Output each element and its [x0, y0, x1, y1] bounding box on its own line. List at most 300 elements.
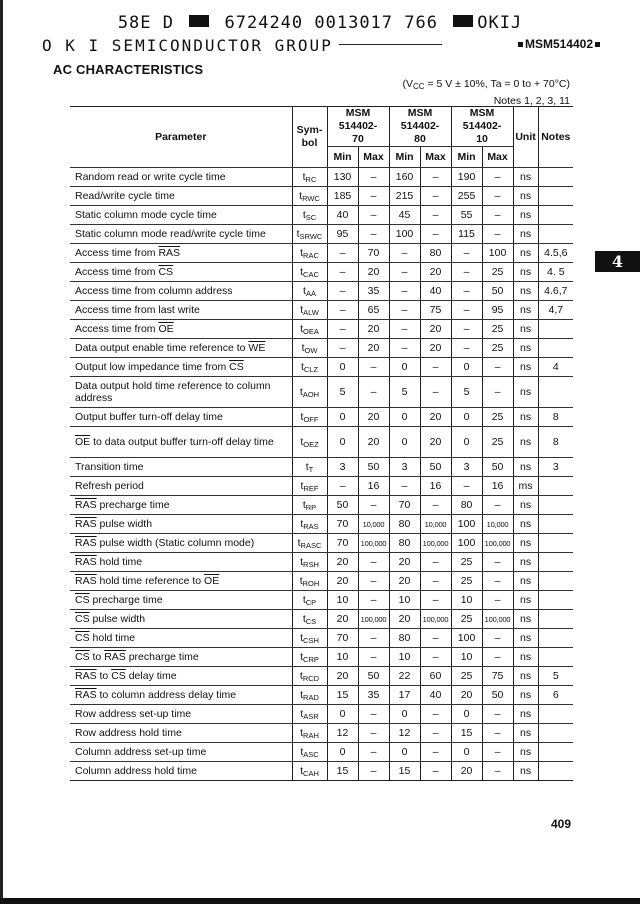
notes-cell: 5 — [538, 667, 573, 686]
conditions-subscript: CC — [412, 82, 425, 91]
unit-cell: ns — [513, 572, 538, 591]
max-value-cell: – — [358, 591, 389, 610]
parameter-cell: Random read or write cycle time — [70, 168, 292, 187]
parameter-cell: Read/write cycle time — [70, 187, 292, 206]
notes-cell — [538, 591, 573, 610]
parameter-cell: Access time from $\overline{OE}$ — [70, 320, 292, 339]
max-value-cell: 75 — [482, 667, 513, 686]
min-value-cell: 185 — [327, 187, 358, 206]
min-value-cell: 25 — [451, 572, 482, 591]
max-value-cell: – — [420, 187, 451, 206]
black-block-mark — [453, 15, 473, 27]
parameter-cell: Refresh period — [70, 477, 292, 496]
min-value-cell: 0 — [327, 743, 358, 762]
notes-cell — [538, 187, 573, 206]
table-row — [70, 320, 573, 339]
symbol-cell: $t_T$ — [292, 458, 327, 477]
unit-cell: ns — [513, 515, 538, 534]
max-value-cell: 25 — [482, 263, 513, 282]
parameter-cell: $\overline{CS}$ to $\overline{RAS}$ precharge time — [70, 648, 292, 667]
active-low-signal: $\overline{RAS}$ — [75, 499, 97, 511]
max-value-cell: 10,000 — [420, 515, 451, 534]
max-value-cell: – — [358, 187, 389, 206]
min-value-cell: 10 — [327, 591, 358, 610]
max-value-cell: – — [482, 572, 513, 591]
parameter-cell: Row address hold time — [70, 724, 292, 743]
parameter-cell: $\overline{OE}$ to data output buffer turn-off delay time — [70, 427, 292, 458]
scan-header — [0, 13, 640, 33]
conditions-line — [402, 77, 570, 94]
notes-cell — [538, 743, 573, 762]
symbol-cell: $t_{CAH}$ — [292, 762, 327, 781]
header-min: Min — [327, 147, 358, 168]
symbol-cell: $t_{RASC}$ — [292, 534, 327, 553]
min-value-cell: 100 — [451, 515, 482, 534]
symbol-cell: $t_{RSH}$ — [292, 553, 327, 572]
parameter-cell: Static column mode cycle time — [70, 206, 292, 225]
max-value-cell: – — [482, 206, 513, 225]
min-value-cell: 0 — [327, 358, 358, 377]
table-row — [70, 743, 573, 762]
table-row — [70, 263, 573, 282]
min-value-cell: 70 — [327, 629, 358, 648]
active-low-signal: $\overline{OE}$ — [204, 575, 220, 587]
min-value-cell: – — [389, 263, 420, 282]
max-value-cell: 95 — [482, 301, 513, 320]
table-row — [70, 187, 573, 206]
max-value-cell: 75 — [420, 301, 451, 320]
section-tab-marker: 4 — [595, 251, 640, 272]
table-row — [70, 629, 573, 648]
max-value-cell: 25 — [482, 320, 513, 339]
max-value-cell: – — [358, 206, 389, 225]
max-value-cell: 20 — [358, 320, 389, 339]
unit-cell: ns — [513, 705, 538, 724]
max-value-cell: – — [482, 724, 513, 743]
min-value-cell: 45 — [389, 206, 420, 225]
notes-cell — [538, 553, 573, 572]
table-row — [70, 534, 573, 553]
scan-header-left: 58E D — [117, 13, 174, 33]
max-value-cell: 25 — [482, 339, 513, 358]
test-conditions — [402, 77, 570, 108]
notes-cell: 8 — [538, 427, 573, 458]
notes-cell: 6 — [538, 686, 573, 705]
active-low-signal: $\overline{OE}$ — [158, 323, 174, 335]
table-row — [70, 206, 573, 225]
max-value-cell: – — [420, 572, 451, 591]
unit-cell: ns — [513, 225, 538, 244]
max-value-cell: 20 — [420, 427, 451, 458]
symbol-cell: $t_{ASR}$ — [292, 705, 327, 724]
company-name: O K I SEMICONDUCTOR GROUP — [42, 36, 333, 55]
max-value-cell: – — [482, 168, 513, 187]
max-value-cell: 70 — [358, 244, 389, 263]
unit-cell: ns — [513, 724, 538, 743]
max-value-cell: 35 — [358, 282, 389, 301]
max-value-cell: 16 — [420, 477, 451, 496]
min-value-cell: 15 — [389, 762, 420, 781]
page-number: 409 — [551, 817, 572, 831]
unit-cell: ns — [513, 282, 538, 301]
min-value-cell: 25 — [451, 553, 482, 572]
max-value-cell: 100,000 — [358, 610, 389, 629]
symbol-cell: $t_{RP}$ — [292, 496, 327, 515]
min-value-cell: 10 — [389, 648, 420, 667]
notes-cell: 4,7 — [538, 301, 573, 320]
max-value-cell: – — [358, 705, 389, 724]
unit-cell: ns — [513, 263, 538, 282]
max-value-cell: – — [358, 648, 389, 667]
unit-cell: ns — [513, 339, 538, 358]
symbol-cell: $t_{REF}$ — [292, 477, 327, 496]
unit-cell: ns — [513, 168, 538, 187]
min-value-cell: 15 — [451, 724, 482, 743]
symbol-cell: $t_{ASC}$ — [292, 743, 327, 762]
max-value-cell: – — [358, 168, 389, 187]
max-value-cell: – — [482, 591, 513, 610]
max-value-cell: – — [482, 377, 513, 408]
max-value-cell: – — [420, 358, 451, 377]
symbol-cell: $t_{OFF}$ — [292, 408, 327, 427]
min-value-cell: – — [451, 339, 482, 358]
header-device-10: MSM 514402-10 — [451, 107, 513, 147]
active-low-signal: $\overline{RAS}$ — [75, 556, 97, 568]
symbol-cell: $t_{AOH}$ — [292, 377, 327, 408]
max-value-cell: 40 — [420, 686, 451, 705]
min-value-cell: 80 — [389, 534, 420, 553]
min-value-cell: 80 — [389, 629, 420, 648]
unit-cell: ns — [513, 377, 538, 408]
scan-bottom-edge — [0, 898, 640, 904]
table-row — [70, 301, 573, 320]
max-value-cell: 65 — [358, 301, 389, 320]
min-value-cell: – — [451, 282, 482, 301]
min-value-cell: 20 — [451, 686, 482, 705]
active-low-signal: $\overline{RAS}$ — [75, 689, 97, 701]
max-value-cell: – — [420, 553, 451, 572]
min-value-cell: 70 — [327, 515, 358, 534]
table-row — [70, 358, 573, 377]
parameter-cell: Access time from $\overline{CS}$ — [70, 263, 292, 282]
min-value-cell: – — [451, 301, 482, 320]
symbol-cell: $t_{SC}$ — [292, 206, 327, 225]
min-value-cell: 0 — [389, 358, 420, 377]
max-value-cell: 16 — [482, 477, 513, 496]
scan-left-edge — [0, 0, 3, 904]
active-low-signal: $\overline{CS}$ — [111, 670, 126, 682]
table-row — [70, 339, 573, 358]
min-value-cell: 0 — [451, 358, 482, 377]
max-value-cell: 10,000 — [358, 515, 389, 534]
unit-cell: ns — [513, 408, 538, 427]
min-value-cell: – — [389, 244, 420, 263]
table-row — [70, 667, 573, 686]
parameter-cell: $\overline{RAS}$ hold time — [70, 553, 292, 572]
active-low-signal: $\overline{CS}$ — [158, 266, 174, 278]
min-value-cell: 0 — [389, 705, 420, 724]
max-value-cell: 25 — [482, 427, 513, 458]
notes-cell — [538, 225, 573, 244]
notes-cell — [538, 206, 573, 225]
min-value-cell: 0 — [451, 743, 482, 762]
max-value-cell: 20 — [420, 339, 451, 358]
active-low-signal: $\overline{WE}$ — [248, 342, 266, 354]
min-value-cell: 80 — [389, 515, 420, 534]
min-value-cell: 0 — [389, 408, 420, 427]
max-value-cell: – — [420, 705, 451, 724]
max-value-cell: – — [420, 591, 451, 610]
parameter-cell: $\overline{RAS}$ to column address delay time — [70, 686, 292, 705]
max-value-cell: 20 — [420, 263, 451, 282]
active-low-signal: $\overline{RAS}$ — [158, 247, 181, 259]
notes-cell: 4. 5 — [538, 263, 573, 282]
min-value-cell: 25 — [451, 667, 482, 686]
header-min: Min — [389, 147, 420, 168]
min-value-cell: 20 — [389, 610, 420, 629]
table-row — [70, 572, 573, 591]
symbol-cell: $t_{ALW}$ — [292, 301, 327, 320]
parameter-cell: $\overline{RAS}$ pulse width — [70, 515, 292, 534]
max-value-cell: – — [420, 648, 451, 667]
max-value-cell: – — [358, 553, 389, 572]
min-value-cell: 15 — [327, 762, 358, 781]
min-value-cell: 55 — [451, 206, 482, 225]
symbol-cell: $t_{CS}$ — [292, 610, 327, 629]
symbol-cell: $t_{RAD}$ — [292, 686, 327, 705]
min-value-cell: – — [327, 263, 358, 282]
header-notes: Notes — [538, 107, 573, 168]
table-row — [70, 591, 573, 610]
min-value-cell: 25 — [451, 610, 482, 629]
unit-cell: ns — [513, 496, 538, 515]
max-value-cell: 80 — [420, 244, 451, 263]
header-device-70: MSM 514402-70 — [327, 107, 389, 147]
parameter-cell: Access time from last write — [70, 301, 292, 320]
max-value-cell: – — [358, 225, 389, 244]
parameter-cell: Access time from $\overline{RAS}$ — [70, 244, 292, 263]
unit-cell: ns — [513, 743, 538, 762]
max-value-cell: – — [358, 743, 389, 762]
header-max: Max — [358, 147, 389, 168]
part-number-label — [516, 37, 602, 51]
min-value-cell: 100 — [389, 225, 420, 244]
max-value-cell: – — [420, 743, 451, 762]
min-value-cell: 5 — [451, 377, 482, 408]
unit-cell: ns — [513, 244, 538, 263]
notes-cell: 4.5,6 — [538, 244, 573, 263]
max-value-cell: 25 — [482, 408, 513, 427]
min-value-cell: – — [389, 477, 420, 496]
max-value-cell: 10,000 — [482, 515, 513, 534]
symbol-cell: $t_{RC}$ — [292, 168, 327, 187]
active-low-signal: $\overline{CS}$ — [75, 594, 90, 606]
min-value-cell: 100 — [451, 534, 482, 553]
active-low-signal: $\overline{CS}$ — [75, 651, 90, 663]
symbol-cell: $t_{CLZ}$ — [292, 358, 327, 377]
min-value-cell: 12 — [327, 724, 358, 743]
min-value-cell: 10 — [389, 591, 420, 610]
min-value-cell: – — [389, 320, 420, 339]
min-value-cell: 0 — [451, 427, 482, 458]
parameter-cell: $\overline{RAS}$ pulse width (Static column mode) — [70, 534, 292, 553]
max-value-cell: – — [420, 496, 451, 515]
part-number: MSM514402 — [524, 37, 593, 51]
parameter-cell: Column address hold time — [70, 762, 292, 781]
min-value-cell: 20 — [327, 572, 358, 591]
running-header — [42, 34, 602, 56]
min-value-cell: 10 — [327, 648, 358, 667]
min-value-cell: – — [451, 244, 482, 263]
max-value-cell: 20 — [420, 408, 451, 427]
max-value-cell: – — [482, 496, 513, 515]
unit-cell: ns — [513, 667, 538, 686]
unit-cell: ns — [513, 553, 538, 572]
max-value-cell: – — [358, 358, 389, 377]
table-row — [70, 496, 573, 515]
black-block-mark — [189, 15, 209, 27]
notes-cell — [538, 168, 573, 187]
notes-cell — [538, 648, 573, 667]
min-value-cell: – — [451, 320, 482, 339]
max-value-cell: – — [358, 496, 389, 515]
active-low-signal: $\overline{RAS}$ — [75, 518, 97, 530]
notes-cell — [538, 572, 573, 591]
min-value-cell: – — [389, 301, 420, 320]
table-row — [70, 477, 573, 496]
max-value-cell: – — [482, 762, 513, 781]
min-value-cell: – — [327, 244, 358, 263]
min-value-cell: 100 — [451, 629, 482, 648]
unit-cell: ns — [513, 301, 538, 320]
max-value-cell: – — [482, 648, 513, 667]
min-value-cell: 20 — [451, 762, 482, 781]
max-value-cell: – — [358, 762, 389, 781]
max-value-cell: – — [482, 743, 513, 762]
parameter-cell: Static column mode read/write cycle time — [70, 225, 292, 244]
max-value-cell: – — [482, 553, 513, 572]
square-bullet-icon — [518, 42, 523, 47]
unit-cell: ns — [513, 648, 538, 667]
min-value-cell: – — [451, 477, 482, 496]
notes-cell: 3 — [538, 458, 573, 477]
min-value-cell: 22 — [389, 667, 420, 686]
max-value-cell: 100,000 — [482, 534, 513, 553]
table-body — [70, 168, 573, 781]
unit-cell: ns — [513, 187, 538, 206]
unit-cell: ns — [513, 534, 538, 553]
max-value-cell: 100,000 — [420, 610, 451, 629]
min-value-cell: 5 — [389, 377, 420, 408]
min-value-cell: 115 — [451, 225, 482, 244]
min-value-cell: 12 — [389, 724, 420, 743]
symbol-cell: $t_{CP}$ — [292, 591, 327, 610]
min-value-cell: – — [327, 477, 358, 496]
min-value-cell: 17 — [389, 686, 420, 705]
parameter-cell: Output buffer turn-off delay time — [70, 408, 292, 427]
min-value-cell: – — [327, 301, 358, 320]
max-value-cell: 100,000 — [482, 610, 513, 629]
max-value-cell: 100 — [482, 244, 513, 263]
max-value-cell: 50 — [482, 458, 513, 477]
scan-header-middle: 6724240 0013017 766 — [224, 13, 438, 33]
unit-cell: ns — [513, 458, 538, 477]
min-value-cell: 255 — [451, 187, 482, 206]
header-symbol: Sym-bol — [292, 107, 327, 168]
unit-cell: ns — [513, 610, 538, 629]
table-row — [70, 282, 573, 301]
active-low-signal: $\overline{RAS}$ — [75, 670, 97, 682]
min-value-cell: 20 — [327, 667, 358, 686]
max-value-cell: 100,000 — [358, 534, 389, 553]
table-row — [70, 244, 573, 263]
min-value-cell: 40 — [327, 206, 358, 225]
notes-cell: 4.6,7 — [538, 282, 573, 301]
active-low-signal: $\overline{CS}$ — [75, 632, 90, 644]
notes-cell — [538, 339, 573, 358]
max-value-cell: – — [358, 724, 389, 743]
header-max: Max — [420, 147, 451, 168]
parameter-cell: $\overline{RAS}$ to $\overline{CS}$ delay time — [70, 667, 292, 686]
max-value-cell: – — [358, 572, 389, 591]
table-header — [70, 107, 573, 168]
notes-cell — [538, 629, 573, 648]
active-low-signal: $\overline{RAS}$ — [75, 575, 97, 587]
table-row — [70, 762, 573, 781]
table-row — [70, 225, 573, 244]
min-value-cell: 0 — [451, 705, 482, 724]
min-value-cell: 80 — [451, 496, 482, 515]
max-value-cell: – — [420, 377, 451, 408]
min-value-cell: 10 — [451, 648, 482, 667]
max-value-cell: – — [482, 629, 513, 648]
max-value-cell: 50 — [482, 686, 513, 705]
max-value-cell: 20 — [358, 263, 389, 282]
max-value-cell: – — [358, 629, 389, 648]
max-value-cell: 20 — [420, 320, 451, 339]
active-low-signal: $\overline{OE}$ — [75, 436, 91, 448]
notes-cell — [538, 534, 573, 553]
max-value-cell: – — [482, 358, 513, 377]
table-row — [70, 408, 573, 427]
notes-cell: 4 — [538, 358, 573, 377]
max-value-cell: – — [420, 225, 451, 244]
max-value-cell: – — [482, 225, 513, 244]
max-value-cell: – — [420, 629, 451, 648]
active-low-signal: $\overline{CS}$ — [229, 361, 244, 373]
table-row — [70, 610, 573, 629]
parameter-cell: Transition time — [70, 458, 292, 477]
header-device-80: MSM 514402-80 — [389, 107, 451, 147]
table-row — [70, 515, 573, 534]
min-value-cell: 20 — [389, 572, 420, 591]
active-low-signal: $\overline{CS}$ — [75, 613, 90, 625]
table-row — [70, 168, 573, 187]
min-value-cell: 3 — [451, 458, 482, 477]
max-value-cell: 20 — [358, 427, 389, 458]
min-value-cell: 190 — [451, 168, 482, 187]
unit-cell: ns — [513, 358, 538, 377]
parameter-cell: Access time from column address — [70, 282, 292, 301]
max-value-cell: 20 — [358, 339, 389, 358]
min-value-cell: – — [327, 339, 358, 358]
unit-cell: ns — [513, 686, 538, 705]
min-value-cell: – — [327, 282, 358, 301]
symbol-cell: $t_{CSH}$ — [292, 629, 327, 648]
table-row — [70, 686, 573, 705]
symbol-cell: $t_{RAH}$ — [292, 724, 327, 743]
conditions-notes: Notes 1, 2, 3, 11 — [493, 95, 570, 107]
